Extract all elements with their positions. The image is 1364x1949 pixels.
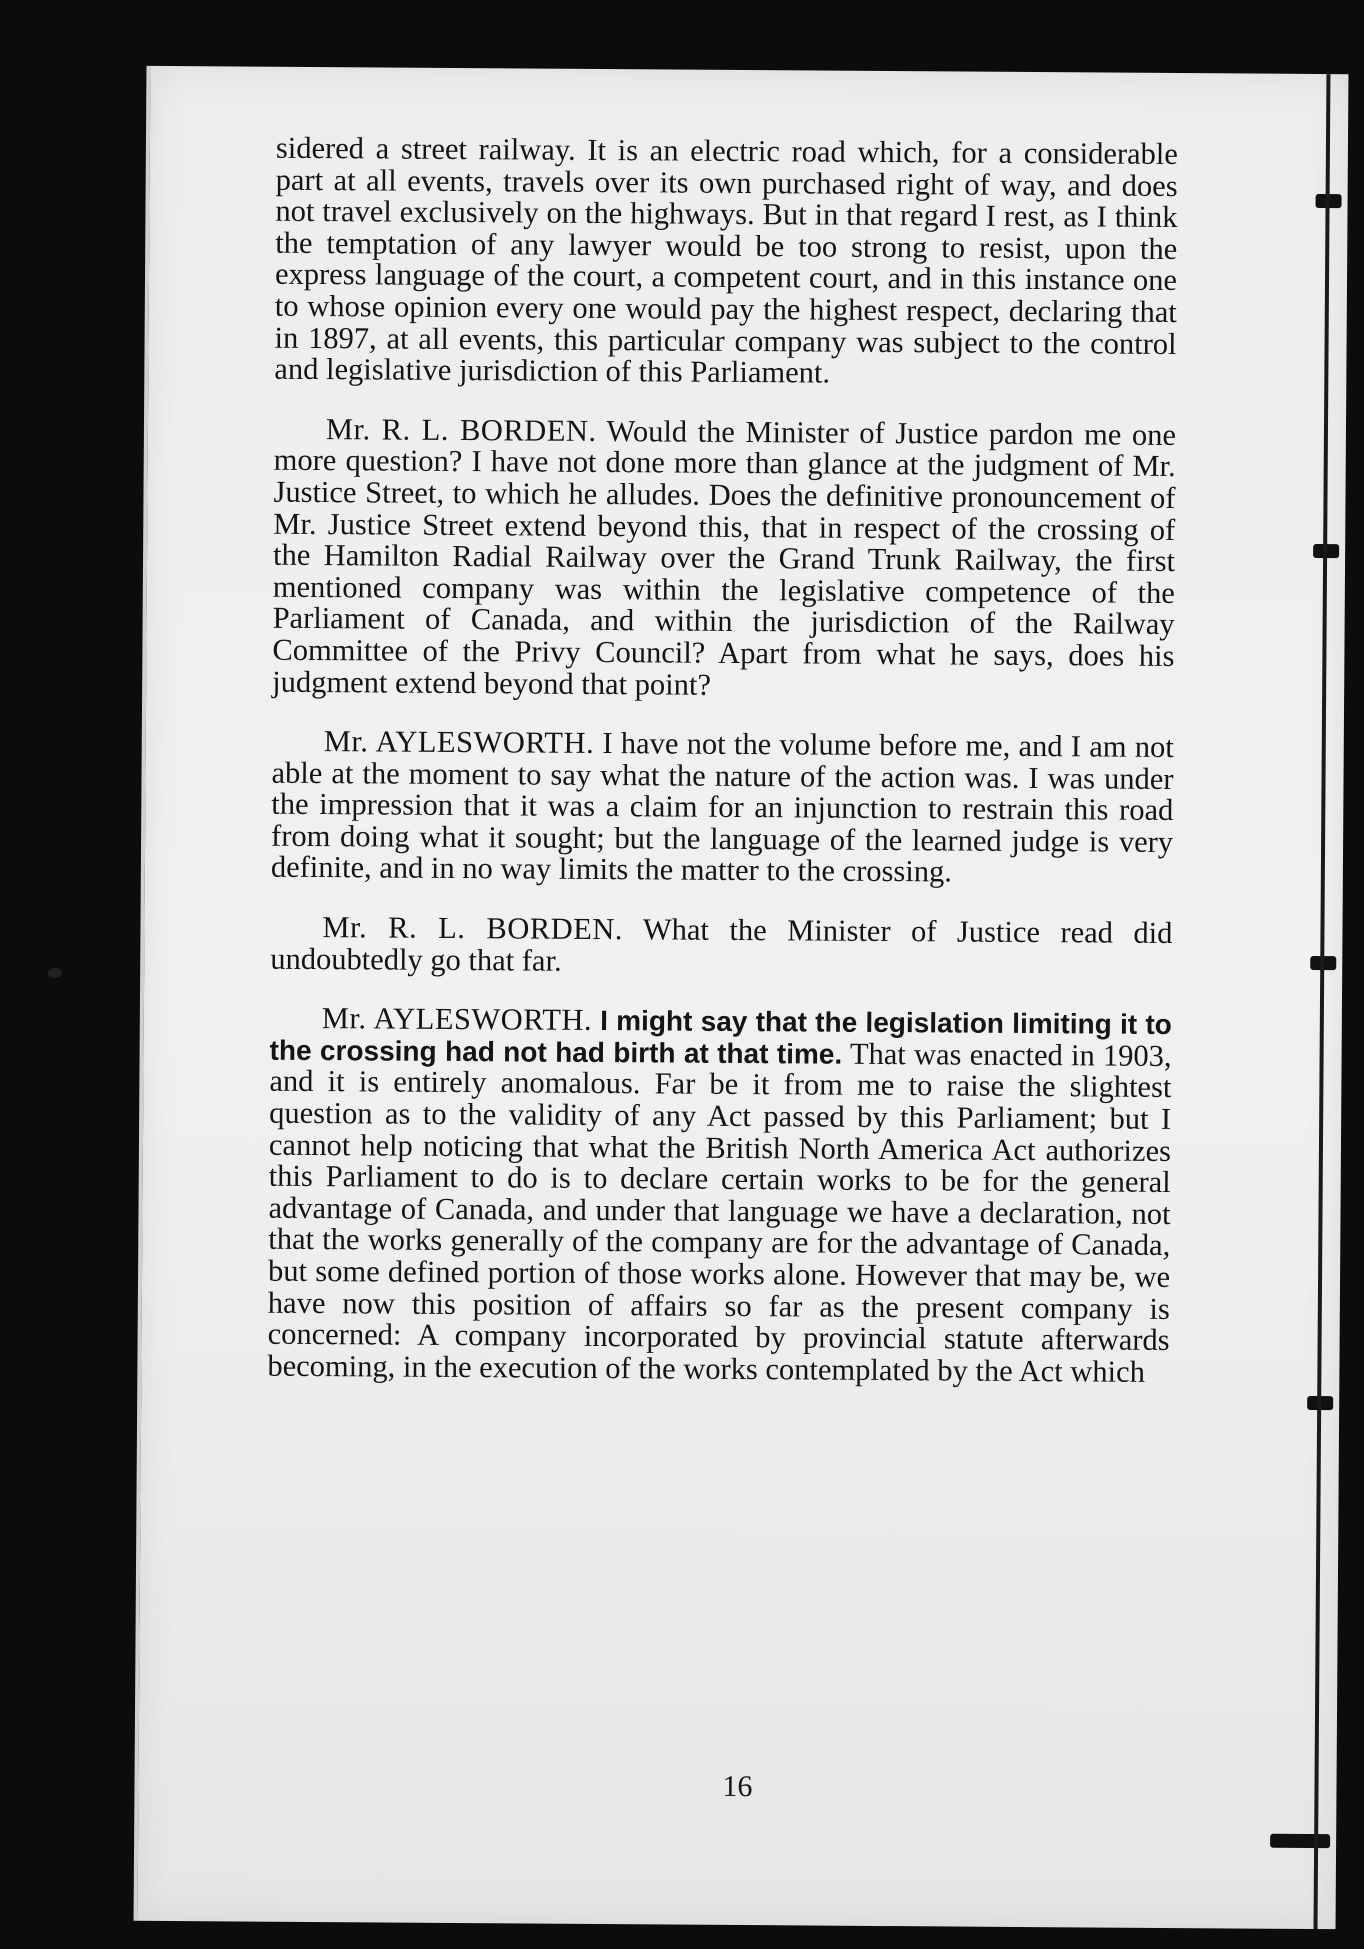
binding-mark [1270, 1834, 1330, 1848]
binding-mark [1310, 956, 1336, 970]
speaker-name: Mr. AYLESWORTH. [321, 1001, 593, 1038]
paragraph-text: I have not the volume before me, and I am not able at the moment to say what the nature of the action was. I was under the impression that it was a claim for an injunction to restrain this road from doing what it sought; but the language of the learned judge is very definite, and in no way limits the matter to the crossing. [270, 726, 1174, 889]
scanned-page [134, 66, 1349, 1929]
binding-mark [1313, 544, 1339, 558]
paragraph-text: That was enacted in 1903, and it is entirely anomalous. Far be it from me to raise the slightest question as to the validity of any Act passed by this Parliament; but I cannot help noticing that what the British North America Act authorizes this Parliament to do is to declare certain works to be for the general advantage of Canada, and under that language we have a declaration, not that the works generally of the company are for the advantage of Canada, but some defined portion of those works alone. However that may be, we have now this position of affairs so far as the present company is concerned: A company incorporated by provincial statute afterwards becoming, in the execution of the works contemplated by the Act which [267, 1036, 1172, 1389]
paragraph [267, 1003, 1172, 1388]
speaker-name: Mr. R. L. BORDEN. [322, 910, 624, 947]
scan-speck [48, 968, 62, 978]
paragraph-text: What the Minister of Justice read did undoubtedly go that far. [270, 912, 1173, 978]
emphasized-text: I might say that the legislation limiting it to the crossing had not had birth at that time. [269, 1005, 1172, 1070]
body-text [267, 130, 1179, 1417]
paragraph [274, 130, 1179, 392]
speaker-name: Mr. R. L. BORDEN. [325, 411, 597, 448]
binding-mark [1307, 1396, 1333, 1410]
speaker-name: Mr. AYLESWORTH. [323, 724, 595, 761]
paragraph-text: Would the Minister of Justice pardon me one more question? I have not done more than glance at the judgment of Mr. Justice Street, to which he alludes. Does the definitive pronouncement of Mr. Justice Street extend beyond this, that in respect of the crossing of the Hamilton Radial Railway over the Grand Trunk Railway, the first mentioned company was within the legislative competence of the Parliament of Canada, and within the jurisdiction of the Railway Committee of the Privy Council? Apart from what he says, does his judgment extend beyond that point? [272, 413, 1177, 702]
paragraph [272, 413, 1176, 704]
paragraph [270, 912, 1172, 981]
page-number: 16 [722, 1769, 753, 1804]
paragraph [271, 726, 1174, 890]
paragraph-text: sidered a street railway. It is an electric road which, for a considerable part at all events, travels over its own purchased right of way, and does not travel exclusively on the highways. But in that regard I rest, as I think the temptation of any lawyer would be too strong to resist, upon the express language of the court, a competent court, and in this instance one to whose opinion every one would pay the highest respect, declaring that in 1897, at all events, this particular company was subject to the control and legislative jurisdiction of this Parliament. [274, 130, 1179, 390]
binding-mark [1316, 194, 1342, 208]
